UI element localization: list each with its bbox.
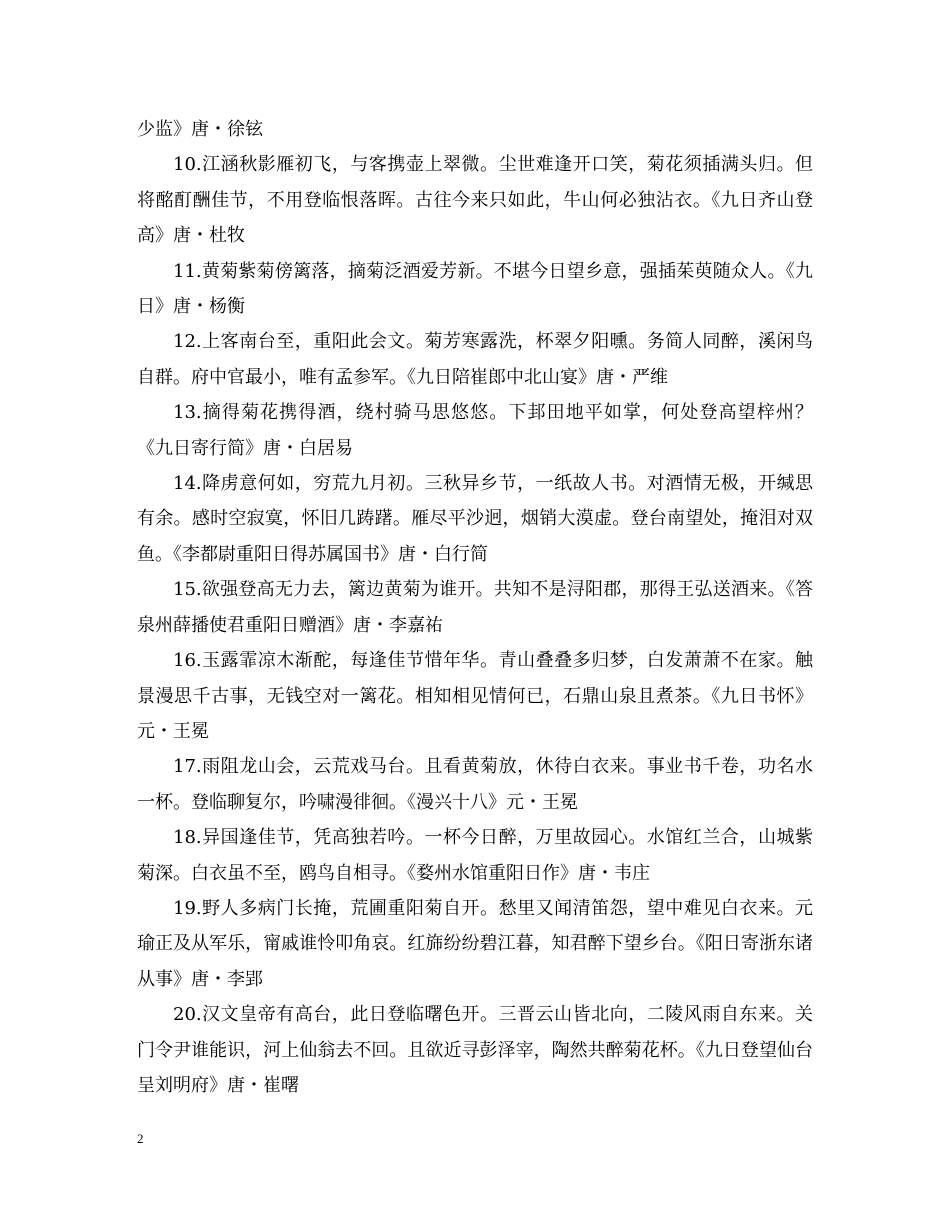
continued-line: 少监》唐・徐铉 <box>137 119 263 140</box>
poem-12: 12.上客南台至，重阳此会文。菊芳寒露洗，杯翠夕阳曛。务简人同醉，溪闲鸟自群。府中官最小，唯有孟参军。《九日陪崔郎中北山宴》唐・严维 <box>137 331 813 388</box>
poem-11: 11.黄菊紫菊傍篱落，摘菊泛酒爱芳新。不堪今日望乡意，强插茱萸随众人。《九日》唐・杨衡 <box>137 260 813 318</box>
poem-16: 16.玉露霏凉木渐酡，每逢佳节惜年华。青山叠叠多归梦，白发萧萧不在家。触景漫思千古事，无钱空对一篱花。相知相见情何已，石鼎山泉且煮茶。《九日书怀》元・王冕 <box>137 650 813 742</box>
poem-15: 15.欲强登高无力去，篱边黄菊为谁开。共知不是浔阳郡，那得王弘送酒来。《答泉州薛播使君重阳日赠酒》唐・李嘉祐 <box>137 579 813 636</box>
poem-19: 19.野人多病门长掩，荒圃重阳菊自开。愁里又闻清笛怨，望中难见白衣来。元瑜正及从军乐，甯戚谁怜叩角哀。红旆纷纷碧江暮，知君醉下望乡台。《阳日寄浙东诸从事》唐・李郢 <box>137 897 813 990</box>
poem-17: 17.雨阻龙山会，云荒戏马台。且看黄菊放，休待白衣来。事业书千卷，功名水一杯。登临聊复尔，吟啸漫徘徊。《漫兴十八》元・王冕 <box>137 756 813 813</box>
page-number: 2 <box>137 1131 144 1146</box>
poem-18: 18.异国逢佳节，凭高独若吟。一杯今日醉，万里故园心。水馆红兰合，山城紫菊深。白衣虽不至，鸥鸟自相寻。《婺州水馆重阳日作》唐・韦庄 <box>137 827 813 884</box>
poem-13: 13.摘得菊花携得酒，绕村骑马思悠悠。下邽田地平如掌，何处登高望梓州？《九日寄行简》唐・白居易 <box>137 402 813 459</box>
poem-20: 20.汉文皇帝有高台，此日登临曙色开。三晋云山皆北向，二陵风雨自东来。关门令尹谁能识，河上仙翁去不回。且欲近寻彭泽宰，陶然共醉菊花杯。《九日登望仙台呈刘明府》唐・崔曙 <box>137 1004 813 1096</box>
poem-14: 14.降虏意何如，穷荒九月初。三秋异乡节，一纸故人书。对酒情无极，开缄思有余。感时空寂寞，怀旧几踌躇。雁尽平沙迥，烟销大漠虚。登台南望处，掩泪对双鱼。《李都尉重阳日得苏属国书》唐・白行简 <box>137 473 813 565</box>
poem-10: 10.江涵秋影雁初飞，与客携壶上翠微。尘世难逢开口笑，菊花须插满头归。但将酩酊酬佳节，不用登临恨落晖。古往今来只如此，牛山何必独沾衣。《九日齐山登高》唐・杜牧 <box>137 154 813 247</box>
poem-list <box>137 112 813 1103</box>
